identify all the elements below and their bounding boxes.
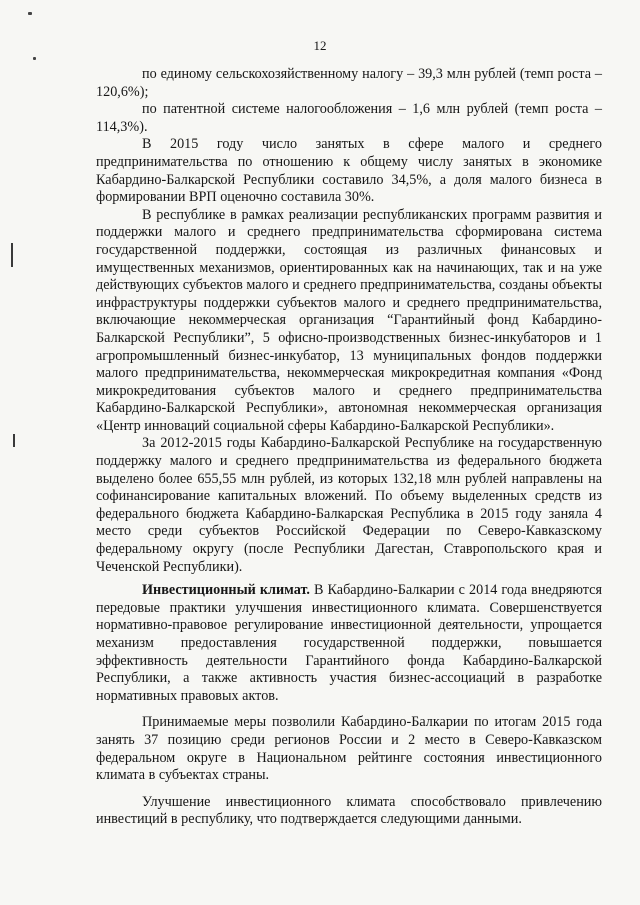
body-text xyxy=(96,66,602,829)
scan-mark xyxy=(33,57,36,60)
paragraph-text: В Кабардино-Балкарии с 2014 года внедряются передовые практики улучшения инвестиционного климата. Совершенствуется нормативно-правовое регулирование инвестиционной деятельности, упрощается механизм предоставления государственной поддержки, повышается эффективность деятельности Гарантийного фонда Кабардино-Балкарской Республики, а также активность участия бизнес-ассоциаций в разработке нормативных правовых актов. xyxy=(96,582,602,704)
paragraph: В 2015 году число занятых в сфере малого и среднего предпринимательства по отношению к общему числу занятых в экономике Кабардино-Балкарской Республики составило 34,5%, а доля малого бизнеса в формировании ВРП оценочно составила 30%. xyxy=(96,136,602,206)
paragraph: В республике в рамках реализации республиканских программ развития и поддержки малого и среднего предпринимательства сформирована система государственной поддержки, состоящая из различных финансовых и имущественных механизмов, ориентированных как на начинающих, так и на уже действующих субъектов малого и среднего предпринимательства, созданы объекты инфраструктуры поддержки субъектов малого и среднего предпринимательства, включающие некоммерческая организация “Гарантийный фонд Кабардино-Балкарской Республики”, 5 офисно-производственных бизнес-инкубаторов и 1 агропромышленный бизнес-инкубатор, 13 муниципальных фондов поддержки малого предпринимательства, некоммерческая микрокредитная компания «Фонд микрокредитования субъектов малого и среднего предпринимательства Кабардино-Балкарской Республики», автономная некоммерческая организация «Центр инноваций социальной сферы Кабардино-Балкарской Республики». xyxy=(96,206,602,434)
paragraph: по единому сельскохозяйственному налогу – 39,3 млн рублей (темп роста – 120,6%); xyxy=(96,66,602,100)
paragraph-investment-climate xyxy=(96,582,602,705)
paragraph: Улучшение инвестиционного климата способствовало привлечению инвестиций в республику, что подтверждается следующими данными. xyxy=(96,793,602,828)
page-number: 12 xyxy=(313,38,327,53)
paragraph: За 2012-2015 годы Кабардино-Балкарской Республике на государственную поддержку малого и среднего предпринимательства из федерального бюджета выделено более 655,55 млн рублей, из которых 132,18 млн рублей направлены на софинансирование капитальных вложений. По объему выделенных средств из федерального бюджета Кабардино-Балкарская Республика в 2015 году заняла 4 место среди субъектов Российской Федерации по Северо-Кавказскому федеральному округу (после Республики Дагестан, Ставропольского края и Чеченской Республики). xyxy=(96,435,602,575)
scan-mark xyxy=(11,243,13,267)
scan-mark xyxy=(13,434,15,447)
paragraph: Принимаемые меры позволили Кабардино-Балкарии по итогам 2015 года занять 37 позицию среди регионов России и 2 место в Северо-Кавказском федеральном округе в Национальном рейтинге состояния инвестиционного климата в субъектах страны. xyxy=(96,714,602,784)
paragraph: по патентной системе налогообложения – 1,6 млн рублей (темп роста – 114,3%). xyxy=(96,101,602,135)
scan-mark xyxy=(28,12,32,15)
section-heading: Инвестиционный климат. xyxy=(142,582,310,599)
